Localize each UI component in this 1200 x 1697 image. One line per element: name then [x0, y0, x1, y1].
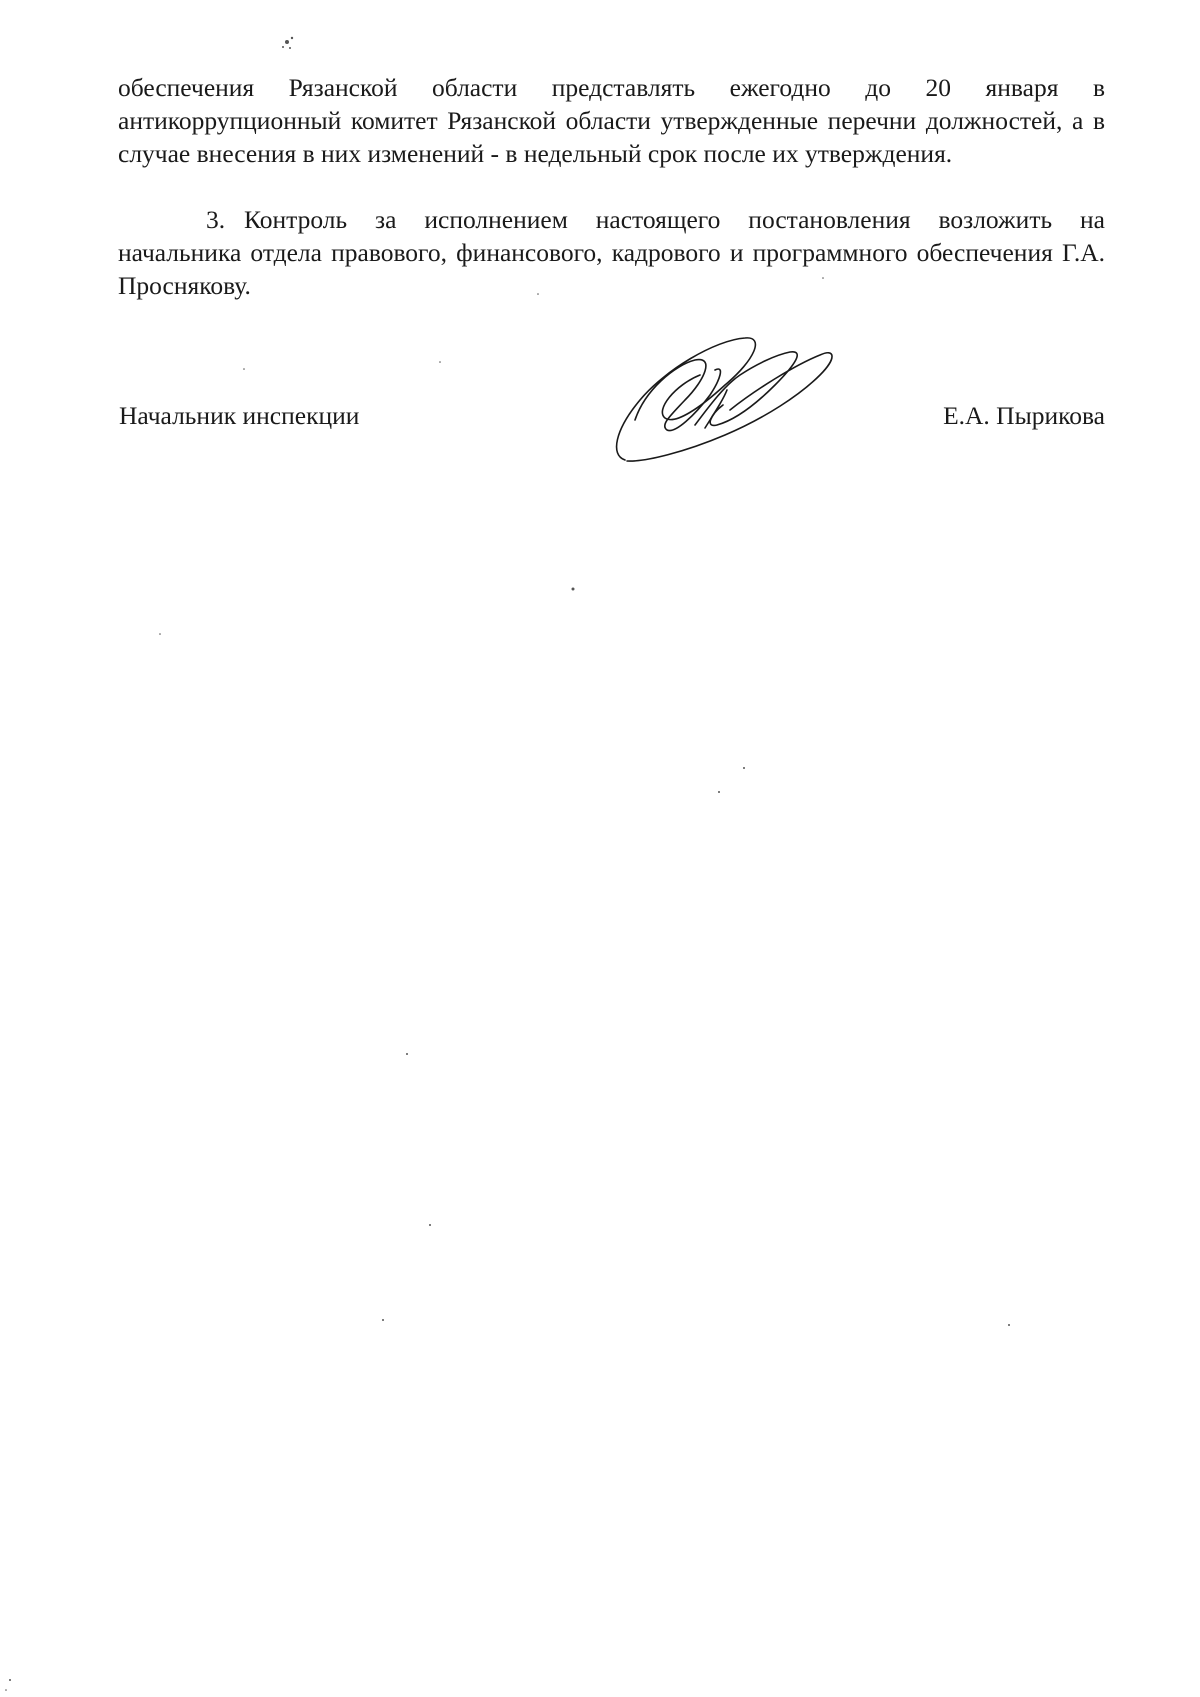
handwritten-signature	[605, 330, 845, 470]
signatory-name: Е.А. Пырикова	[943, 401, 1105, 430]
item-text: Контроль за исполнением настоящего постановления возложить на начальника отдела правового, финансового, кадрового и программного обеспечения Г.А. Проснякову.	[118, 205, 1105, 300]
item-number: 3.	[206, 205, 226, 234]
paragraph-item-3	[118, 203, 1105, 302]
paragraph-continuation: обеспечения Рязанской области представлять ежегодно до 20 января в антикоррупционный комитет Рязанской области утвержденные перечни должностей, а в случае внесения в них изменений - в недельный срок после их утверждения.	[118, 73, 1105, 168]
signatory-position: Начальник инспекции	[119, 401, 360, 430]
